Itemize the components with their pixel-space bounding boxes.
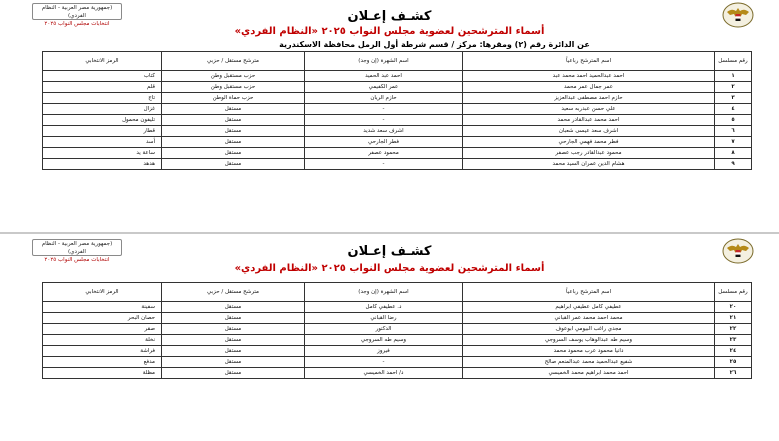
cell-name: حازم احمد مصطفى عبدالعزيز bbox=[463, 93, 715, 104]
cell-affiliation: حزب مستقبل وطن bbox=[162, 71, 305, 82]
cell-name: احمد عبدالحميد احمد محمد عبد bbox=[463, 71, 715, 82]
cell-affiliation: حزب حماة الوطن bbox=[162, 93, 305, 104]
cell-serial: ٧ bbox=[715, 137, 752, 148]
cell-name: وسيم طه عبدالوهاب يوسف السروجي bbox=[463, 335, 715, 346]
table-row bbox=[43, 148, 752, 159]
cell-serial: ٢٤ bbox=[715, 346, 752, 357]
cell-serial: ٤ bbox=[715, 104, 752, 115]
cell-affiliation: حزب مستقبل وطن bbox=[162, 82, 305, 93]
cell-serial: ٢٢ bbox=[715, 324, 752, 335]
cell-serial: ٨ bbox=[715, 148, 752, 159]
page-title: كشـف إعـلان bbox=[347, 244, 432, 259]
cell-name: احمد محمد عبدالقادر محمد bbox=[463, 115, 715, 126]
cell-symbol: مظلة bbox=[43, 368, 162, 379]
cell-symbol: صقر bbox=[43, 324, 162, 335]
cell-symbol: كتاب bbox=[43, 71, 162, 82]
cell-serial: ٢ bbox=[715, 82, 752, 93]
cell-name: هشام الدين عمران السيد محمد bbox=[463, 159, 715, 170]
cell-name: شفيع عبدالحميد محمد عبدالمنعم صالح bbox=[463, 357, 715, 368]
cell-popular-name: - bbox=[305, 115, 463, 126]
cell-symbol: نخلة bbox=[43, 335, 162, 346]
cell-affiliation: مستقل bbox=[162, 126, 305, 137]
cell-affiliation: مستقل bbox=[162, 335, 305, 346]
table-row bbox=[43, 115, 752, 126]
cell-name: اشرف سعد عيسى شعبان bbox=[463, 126, 715, 137]
cell-name: دانيا محمود عرب محمود محمد bbox=[463, 346, 715, 357]
cell-name: مجدي راغب البيومي ابوعوف bbox=[463, 324, 715, 335]
cell-name: محمد احمد محمد عمر القباني bbox=[463, 313, 715, 324]
cell-popular-name: وسيم طه السروجي bbox=[305, 335, 463, 346]
cell-popular-name: رضا القباني bbox=[305, 313, 463, 324]
cell-popular-name: - bbox=[305, 104, 463, 115]
cell-popular-name: اشرف سعد شديد bbox=[305, 126, 463, 137]
cell-affiliation: مستقل bbox=[162, 313, 305, 324]
cell-affiliation: مستقل bbox=[162, 148, 305, 159]
table-header-row bbox=[43, 283, 752, 302]
cell-affiliation: مستقل bbox=[162, 368, 305, 379]
page-subtitle: أسماء المترشحين لعضوية مجلس النواب ٢٠٢٥ «النظام الفردي» bbox=[234, 26, 545, 37]
cell-popular-name: - bbox=[305, 357, 463, 368]
cell-popular-name: احمد عبد الحميد bbox=[305, 71, 463, 82]
cell-affiliation: مستقل bbox=[162, 302, 305, 313]
cell-popular-name: - bbox=[305, 159, 463, 170]
table-row bbox=[43, 302, 752, 313]
cell-symbol: غزال bbox=[43, 104, 162, 115]
cell-popular-name: الدكتور bbox=[305, 324, 463, 335]
cell-name: احمد محمد ابراهيم محمد الخميسي bbox=[463, 368, 715, 379]
header-affiliation: مترشح مستقل / حزبي bbox=[162, 52, 305, 71]
cell-serial: ٢١ bbox=[715, 313, 752, 324]
cell-symbol: حصان البحر bbox=[43, 313, 162, 324]
cell-popular-name: د/ احمد الخميسي bbox=[305, 368, 463, 379]
cell-symbol: سفينة bbox=[43, 302, 162, 313]
cell-popular-name: محمود عصفر bbox=[305, 148, 463, 159]
cell-symbol: قلم bbox=[43, 82, 162, 93]
header-name: اسم المترشح رباعياً bbox=[463, 283, 715, 302]
cell-affiliation: مستقل bbox=[162, 137, 305, 148]
table-row bbox=[43, 313, 752, 324]
table-row bbox=[43, 368, 752, 379]
header-symbol: الرمز الانتخابي bbox=[43, 52, 162, 71]
stamp-line-2: انتخابات مجلس النواب ٢٠٢٥ bbox=[44, 21, 110, 27]
header-affiliation: مترشح مستقل / حزبي bbox=[162, 283, 305, 302]
cell-serial: ٣ bbox=[715, 93, 752, 104]
cell-popular-name: د. عطيفي كامل bbox=[305, 302, 463, 313]
cell-affiliation: مستقل bbox=[162, 346, 305, 357]
cell-symbol: تليفون محمول bbox=[43, 115, 162, 126]
cell-popular-name: فطر الجارحي bbox=[305, 137, 463, 148]
cell-symbol: أسد bbox=[43, 137, 162, 148]
cell-serial: ١ bbox=[715, 71, 752, 82]
candidates-table bbox=[42, 282, 752, 379]
candidates-table bbox=[42, 51, 752, 170]
cell-popular-name: حازم الريان bbox=[305, 93, 463, 104]
header-serial: رقم مسلسل bbox=[715, 52, 752, 71]
header-popular-name: اسم الشهرة (إن وجد) bbox=[305, 52, 463, 71]
cell-symbol: قطار bbox=[43, 126, 162, 137]
district-line: عن الدائرة رقم (٢) ومقرها: مركز / قسم شرطة أول الرمل محافظة الاسكندرية bbox=[279, 40, 590, 49]
cell-symbol: مدفع bbox=[43, 357, 162, 368]
cell-name: علي حسن عبدربه سعيد bbox=[463, 104, 715, 115]
cell-name: محمود عبدالقادر رجب عصفر bbox=[463, 148, 715, 159]
header-serial: رقم مسلسل bbox=[715, 283, 752, 302]
cell-symbol: ساعة يد bbox=[43, 148, 162, 159]
table-header-row bbox=[43, 52, 752, 71]
announcement-page-2 bbox=[0, 232, 779, 441]
stamp-line-1: (جمهورية مصر العربية - النظام الفردي) bbox=[41, 241, 113, 255]
cell-name: فطر محمد فهمي الجارحي bbox=[463, 137, 715, 148]
table-row bbox=[43, 104, 752, 115]
cell-affiliation: مستقل bbox=[162, 324, 305, 335]
page-subtitle: أسماء المترشحين لعضوية مجلس النواب ٢٠٢٥ «النظام الفردي» bbox=[234, 263, 545, 274]
cell-affiliation: مستقل bbox=[162, 357, 305, 368]
table-row bbox=[43, 71, 752, 82]
cell-affiliation: مستقل bbox=[162, 115, 305, 126]
table-row bbox=[43, 324, 752, 335]
cell-symbol: هدهد bbox=[43, 159, 162, 170]
stamp-line-2: انتخابات مجلس النواب ٢٠٢٥ bbox=[44, 257, 110, 263]
page-title: كشـف إعـلان bbox=[347, 9, 432, 24]
table-row bbox=[43, 357, 752, 368]
cell-symbol: فراشة bbox=[43, 346, 162, 357]
cell-serial: ٩ bbox=[715, 159, 752, 170]
header-popular-name: اسم الشهرة (إن وجد) bbox=[305, 283, 463, 302]
cell-serial: ٢٥ bbox=[715, 357, 752, 368]
cell-serial: ٢٣ bbox=[715, 335, 752, 346]
cell-popular-name: عمر الكفيمي bbox=[305, 82, 463, 93]
cell-popular-name: فيروز bbox=[305, 346, 463, 357]
table-row bbox=[43, 159, 752, 170]
cell-name: عمر جمال عمر محمد bbox=[463, 82, 715, 93]
cell-affiliation: مستقل bbox=[162, 104, 305, 115]
cell-affiliation: مستقل bbox=[162, 159, 305, 170]
cell-symbol: تاج bbox=[43, 93, 162, 104]
table-row bbox=[43, 126, 752, 137]
header-name: اسم المترشح رباعياً bbox=[463, 52, 715, 71]
table-row bbox=[43, 82, 752, 93]
stamp-line-1: (جمهورية مصر العربية - النظام الفردي) bbox=[41, 5, 113, 19]
cell-name: عطيفي كامل عطيفي ابراهيم bbox=[463, 302, 715, 313]
table-row bbox=[43, 335, 752, 346]
table-row bbox=[43, 93, 752, 104]
cell-serial: ٢٠ bbox=[715, 302, 752, 313]
header-symbol: الرمز الانتخابي bbox=[43, 283, 162, 302]
cell-serial: ٥ bbox=[715, 115, 752, 126]
cell-serial: ٦ bbox=[715, 126, 752, 137]
table-row bbox=[43, 137, 752, 148]
cell-serial: ٢٦ bbox=[715, 368, 752, 379]
table-row bbox=[43, 346, 752, 357]
